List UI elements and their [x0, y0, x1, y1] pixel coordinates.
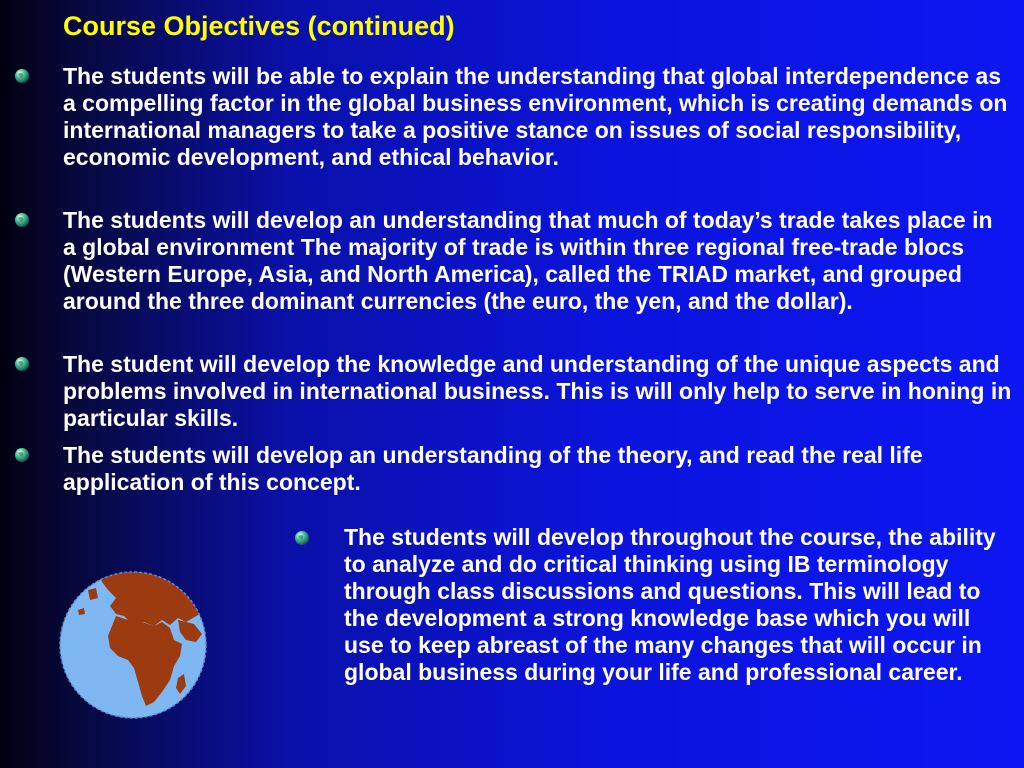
globe-bullet-icon: [294, 530, 310, 546]
globe-clipart-icon: [58, 570, 208, 720]
slide-title: Course Objectives (continued): [63, 11, 455, 41]
bullet-text-2: The students will develop an understanding that much of today’s trade takes place in a global environment The majority of trade is within three regional free-trade blocs (Western Europe, Asia, and North America), called the TRIAD market, and grouped around the three dominant currencies (the euro, the yen, and the dollar).: [63, 207, 993, 314]
globe-bullet-icon: [14, 212, 30, 228]
bullet-text-4: The students will develop an understanding of the theory, and read the real life application of this concept.: [63, 442, 923, 495]
globe-bullet-icon: [14, 356, 30, 372]
bullet-text-1: The students will be able to explain the understanding that global interdependence as a compelling factor in the global business environment, which is creating demands on international managers to take a positive stance on issues of social responsibility, economic development, and ethical behavior.: [63, 63, 1008, 170]
bullet-text-5: The students will develop throughout the course, the ability to analyze and do critical thinking using IB terminology through class discussions and questions. This will lead to the development a strong knowledge base which you will use to keep abreast of the many changes that will occur in global business during your life and professional career.: [344, 524, 996, 685]
bullet-text-3: The student will develop the knowledge and understanding of the unique aspects and problems involved in international business. This is will only help to serve in honing in particular skills.: [63, 351, 1012, 431]
globe-bullet-icon: [14, 68, 30, 84]
globe-bullet-icon: [14, 447, 30, 463]
